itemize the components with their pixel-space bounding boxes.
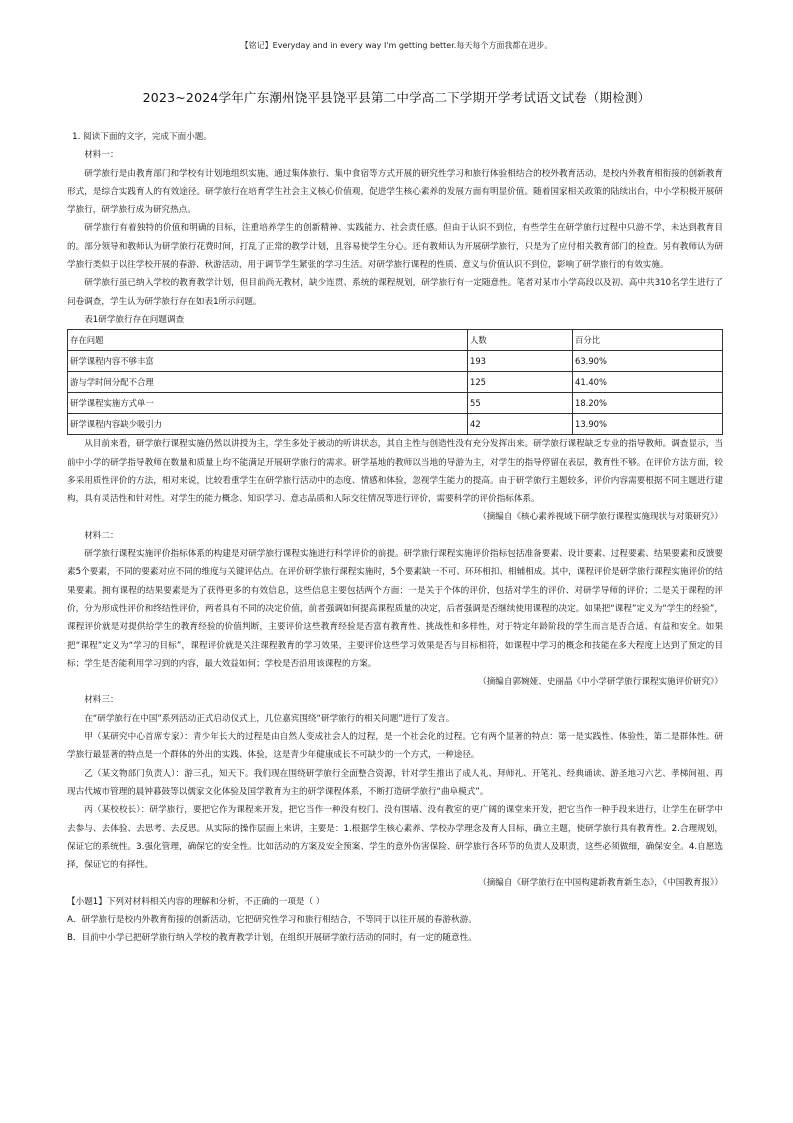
material-1-paragraph-1: 研学旅行是由教育部门和学校有计划地组织实施，通过集体旅行、集中食宿等方式开展的研究性学习和旅行体验相结合的校外教育活动，是校内外教育相衔接的创新教育形式，是综合实践育人的有效途径。研学旅行在培育学生社会主义核心价值观，促进学生核心素养的发展方面有明显价值。随着国家相关政策的陆续出台，中小学积极开展研学旅行，研学旅行成为研究热点。 bbox=[67, 168, 723, 216]
sub-question-1-stem: 【小题1】下列对材料相关内容的理解和分析，不正确的一项是（ ） bbox=[67, 896, 325, 907]
material-1-source: （摘编自《核心素养视域下研学旅行课程实施现状与对策研究》） bbox=[478, 512, 723, 523]
survey-table bbox=[67, 329, 723, 435]
material-1-label: 材料一： bbox=[84, 150, 119, 161]
table-cell: 研学课程内容缺少吸引力 bbox=[68, 414, 468, 435]
material-3-paragraph-2: 甲（某研究中心首席专家）：青少年长大的过程是由自然人变成社会人的过程，是一个社会化的过程。它有两个显著的特点：第一是实践性、体验性，第二是群体性。研学旅行最显著的特点是一个群体的外出的实践、体验，这是青少年健康成长不可缺少的一个方式，一种途径。 bbox=[67, 732, 723, 761]
table-cell: 13.90% bbox=[573, 414, 723, 435]
option-b: B．目前中小学已把研学旅行纳入学校的教育教学计划，在组织开展研学旅行活动的同时，有一定的随意性。 bbox=[67, 933, 477, 944]
question-intro: 1. 阅读下面的文字，完成下面小题。 bbox=[72, 132, 212, 142]
document-body bbox=[67, 128, 723, 948]
table-cell: 193 bbox=[468, 351, 573, 372]
material-3-paragraph-3: 乙（某文物部门负责人）：游三孔，知天下。我们现在围绕研学旅行全面整合资源，针对学生推出了成人礼、拜师礼、开笔礼、经典诵读、游圣地习六艺、孝梯间祖、再现古代城市管理的晨钟暮鼓等以儒家文化体验及国学教育为主的研学课程体系，不断打造研学旅行“曲阜模式”。 bbox=[67, 768, 723, 797]
table-row bbox=[68, 351, 723, 372]
table-cell: 125 bbox=[468, 372, 573, 393]
table-cell: 55 bbox=[468, 393, 573, 414]
material-2-source: （摘编自郭婉娅、史丽晶《中小学研学旅行课程实施评价研究》） bbox=[478, 677, 723, 688]
table-cell: 研学课程实施方式单一 bbox=[68, 393, 468, 414]
table-row bbox=[68, 414, 723, 435]
table-cell: 18.20% bbox=[573, 393, 723, 414]
table-header-cell: 百分比 bbox=[573, 330, 723, 351]
table-cell: 63.90% bbox=[573, 351, 723, 372]
table-cell: 研学课程内容不够丰富 bbox=[68, 351, 468, 372]
table-caption: 表1研学旅行存在问题调查 bbox=[84, 314, 185, 325]
material-3-paragraph-1: 在“研学旅行在中国”系列活动正式启动仪式上，几位嘉宾围绕“研学旅行的相关问题”进行了发言。 bbox=[84, 713, 455, 724]
table-header-cell: 存在问题 bbox=[68, 330, 468, 351]
table-row bbox=[68, 372, 723, 393]
table-cell: 游与学时间分配不合理 bbox=[68, 372, 468, 393]
material-1-paragraph-2: 研学旅行有着独特的价值和明确的目标，注重培养学生的创新精神、实践能力、社会责任感。但由于认识不到位，有些学生在研学旅行过程中只游不学，未达到教育目的。部分领导和教师认为研学旅行花费时间，打乱了正常的教学计划，且容易使学生分心。还有教师认为开展研学旅行，只是为了应付相关教育部门的检查。另有教师认为研学旅行类似于以往学校开展的春游、秋游活动，用于调节学生紧张的学习生活。对研学旅行课程的性质、意义与价值认识不到位，影响了研学旅行的有效实施。 bbox=[67, 223, 723, 271]
table-header-cell: 人数 bbox=[468, 330, 573, 351]
material-3-label: 材料三： bbox=[84, 695, 119, 706]
table-row bbox=[68, 393, 723, 414]
material-1-paragraph-4: 从目前来看，研学旅行课程实施仍然以讲授为主，学生多处于被动的听讲状态，其自主性与创造性没有充分发挥出来。研学旅行课程缺乏专业的指导教师。调查显示，当前中小学的研学指导教师在数量和质量上均不能满足开展研学旅行的需求。研学基地的教师以当地的导游为主，对学生的指导停留在表层，教育性不够。在评价方法方面，较多采用质性评价的方法，相对来说，比较看重学生在研学旅行活动中的态度、情感和体验，忽视学生能力的提高。由于研学旅行主题较多，评价内容需要根据不同主题进行建构，具有灵活性和针对性。对学生的能力概念、知识学习、意志品质和人际交往情况等进行评价，需要科学的评价指标体系。 bbox=[67, 439, 723, 505]
material-1-paragraph-3: 研学旅行虽已纳入学校的教育教学计划，但目前尚无教材，缺少连贯、系统的课程规划，研学旅行有一定随意性。笔者对某市小学高段以及初、高中共310名学生进行了问卷调查，学生认为研学旅行存在如表1所示问题。 bbox=[67, 278, 723, 307]
material-2-label: 材料二： bbox=[84, 530, 119, 541]
table-cell: 41.40% bbox=[573, 372, 723, 393]
header-motto: 【铭记】Everyday and in every way I'm getting better.每天每个方面我都在进步。 bbox=[240, 41, 553, 50]
table-header-row bbox=[68, 330, 723, 351]
material-3-source: （摘编自《研学旅行在中国构建新教育新生态》，《中国教育报》） bbox=[478, 878, 723, 889]
material-3-paragraph-4: 丙（某校校长）：研学旅行，要把它作为课程来开发，把它当作一种没有校门、没有围墙、没有教室的更广阔的课堂来开发，把它当作一种手段来进行，让学生在研学中去参与、去体验、去思考、去反思。从实际的操作层面上来讲，主要是：1.根据学生核心素养、学校办学理念及育人目标，确立主题，使研学旅行具有教育性。2.合理规划，保证它的系统性。3.强化管理，确保它的安全性。比如活动的方案及安全预案、学生的意外伤害保险、研学旅行各环节的负责人及职责，这些必须做细，确保安全。4.自愿选择，保证它的有择性。 bbox=[67, 805, 723, 871]
option-a: A．研学旅行是校内外教育衔接的创新活动，它把研究性学习和旅行相结合，不等同于以往开展的春游秋游。 bbox=[67, 914, 477, 925]
table-cell: 42 bbox=[468, 414, 573, 435]
material-2-paragraph-1: 研学旅行课程实施评价指标体系的构建是对研学旅行课程实施进行科学评价的前提。研学旅行课程实施评价指标包括准备要素、设计要素、过程要素、结果要素和反馈要素5个要素，不同的要素对应不同的维度与关键评估点。在评价研学旅行课程实施时，5个要素缺一不可、环环相扣、相辅相成。其中，课程评价是研学旅行课程实施评价的结果要素。拥有课程的结果要素是为了获得更多的有效信息，这些信息主要包括两个方面：一是关于个体的评价，包括对学生的评价、对研学导师的评价；二是关于课程的评价，分为形成性评价和终结性评价，两者具有不同的决定价值，前者强调如何提高课程质量的决定，后者强调是否继续使用课程的决定。如果把“课程”定义为“学生的经验”，课程评价就是对提供给学生的教育经验的价值判断，主要评价这些教育经验是否富有教育性、挑战性和多样性，对于特定年龄阶段的学生而言是否合适、有益和安全。如果把“课程”定义为“学习的目标”，课程评价就是关注课程教育的学习效果，主要评价这些学习效果是否与目标相符，如课程中学习的概念和技能在多大程度上达到了预定的目标；学生是否能利用学习到的内容，最大效益如何；学校是否沿用该课程的方案。 bbox=[67, 549, 723, 669]
page-title: 2023~2024学年广东潮州饶平县饶平县第二中学高二下学期开学考试语文试卷（期检测） bbox=[142, 90, 651, 105]
